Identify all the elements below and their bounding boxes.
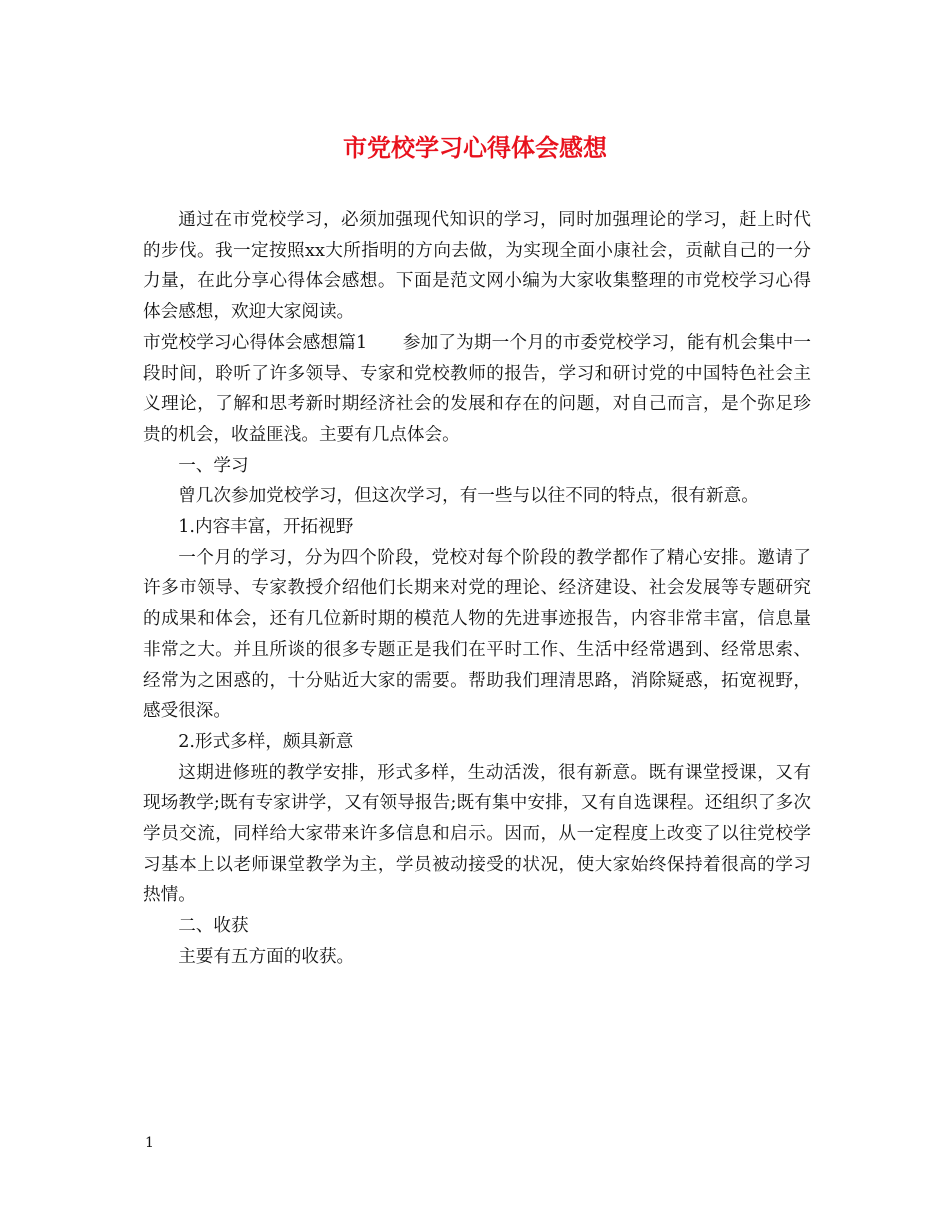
page-number: 1 [145,1135,154,1151]
article-1-opening-paragraph: 市党校学习心得体会感想篇1 参加了为期一个月的市委党校学习，能有机会集中一段时间，聆听了许多领导、专家和党校教师的报告，学习和研讨党的中国特色社会主义理论，了解和思考新时期经济社会的发展和存在的问题，对自己而言，是个弥足珍贵的机会，收益匪浅。主要有几点体会。 [143,332,811,445]
subheading-rich-content: 1.内容丰富，开拓视野 [178,517,354,538]
page-title: 市党校学习心得体会感想 [343,133,607,162]
section-heading-study: 一、学习 [178,455,249,476]
paragraph-diverse-forms: 这期进修班的教学安排，形式多样，生动活泼，很有新意。既有课堂授课，又有现场教学;既有专家讲学，又有领导报告;既有集中安排，又有自选课程。还组织了多次学员交流，同样给大家带来许多信息和启示。因而，从一定程度上改变了以往党校学习基本上以老师课堂教学为主，学员被动接受的状况，使大家始终保持着很高的学习热情。 [143,762,811,906]
document-body [143,205,811,973]
paragraph-rich-content: 一个月的学习，分为四个阶段，党校对每个阶段的教学都作了精心安排。邀请了许多市领导、专家教授介绍他们长期来对党的理论、经济建设、社会发展等专题研究的成果和体会，还有几位新时期的模范人物的先进事迹报告，内容非常丰富，信息量非常之大。并且所谈的很多专题正是我们在平时工作、生活中经常遇到、经常思索、经常为之困惑的，十分贴近大家的需要。帮助我们理清思路，消除疑惑，拓宽视野，感受很深。 [143,547,811,722]
subheading-diverse-forms: 2.形式多样，颇具新意 [178,731,354,752]
intro-paragraph: 通过在市党校学习，必须加强现代知识的学习，同时加强理论的学习，赶上时代的步伐。我一定按照xx大所指明的方向去做，为实现全面小康社会，贡献自己的一分力量，在此分享心得体会感想。下面是范文网小编为大家收集整理的市党校学习心得体会感想，欢迎大家阅读。 [143,210,811,323]
section-heading-harvest: 二、收获 [178,916,249,937]
paragraph-harvest-intro: 主要有五方面的收获。 [178,946,355,967]
paragraph-study-intro: 曾几次参加党校学习，但这次学习，有一些与以往不同的特点，很有新意。 [178,486,759,507]
